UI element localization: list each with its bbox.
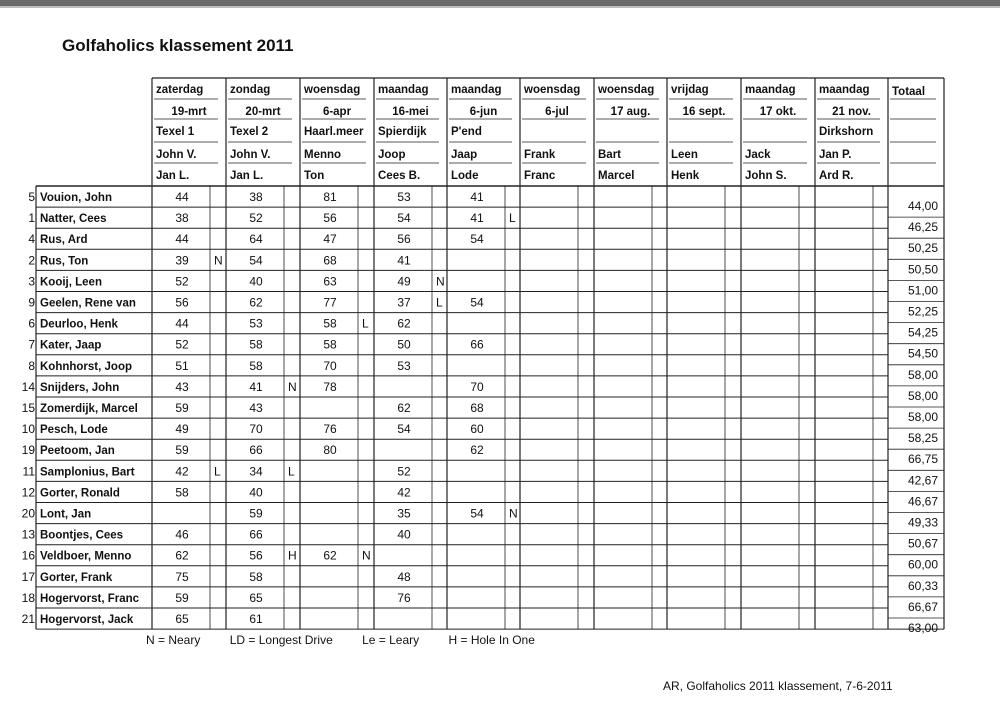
- score-cell: 60: [470, 422, 484, 437]
- score-cell: 62: [175, 548, 189, 563]
- score-marker: L: [214, 464, 221, 479]
- header-org1: Frank: [524, 149, 556, 161]
- legend-longest-drive: LD = Longest Drive: [229, 633, 333, 647]
- score-cell: 62: [249, 295, 263, 310]
- score-cell: 77: [323, 295, 337, 310]
- score-cell: 54: [470, 295, 484, 310]
- score-cell: 53: [397, 190, 411, 204]
- total-value: 44,00: [907, 199, 938, 213]
- score-cell: 62: [397, 316, 411, 331]
- header-place: Dirkshorn: [819, 126, 874, 138]
- footer-note: AR, Golfaholics 2011 klassement, 7-6-2011: [663, 679, 893, 693]
- score-cell: 38: [249, 190, 263, 204]
- score-cell: 41: [470, 211, 484, 226]
- score-cell: 51: [175, 358, 189, 373]
- score-cell: 46: [175, 527, 189, 542]
- score-cell: 42: [175, 464, 189, 479]
- header-org2: John S.: [745, 170, 787, 182]
- score-cell: 49: [175, 422, 189, 437]
- header-org2: Marcel: [598, 170, 635, 182]
- score-marker: L: [436, 295, 443, 310]
- score-cell: 44: [175, 190, 189, 204]
- score-cell: 81: [323, 190, 337, 204]
- score-cell: 62: [397, 401, 411, 415]
- header-date: 17 aug.: [610, 106, 651, 118]
- total-value: 49,33: [907, 515, 938, 530]
- legend-neary: N = Neary: [146, 633, 201, 647]
- score-cell: 54: [249, 253, 263, 268]
- header-day: maandag: [378, 84, 429, 96]
- header-place: Haarl.meer: [304, 126, 364, 138]
- score-marker: L: [509, 211, 516, 226]
- score-cell: 50: [397, 337, 411, 352]
- score-cell: 48: [397, 569, 411, 584]
- header-org2: Jan L.: [230, 170, 264, 182]
- row-rank: 8: [28, 358, 35, 373]
- header-day: woensdag: [304, 84, 361, 96]
- row-rank: 10: [21, 422, 35, 437]
- score-cell: 76: [397, 590, 411, 605]
- row-player-name: Vouion, John: [40, 192, 112, 204]
- score-cell: 35: [397, 506, 411, 521]
- header-org1: Bart: [598, 149, 622, 161]
- total-value: 58,00: [907, 410, 938, 424]
- header-org1: Jan P.: [819, 149, 852, 161]
- header-place: Texel 2: [230, 126, 269, 138]
- row-rank: 9: [28, 295, 35, 310]
- total-value: 58,25: [907, 431, 938, 446]
- score-cell: 44: [175, 232, 189, 247]
- score-cell: 65: [249, 590, 263, 605]
- header-day: maandag: [819, 84, 870, 96]
- row-rank: 13: [21, 527, 35, 542]
- row-player-name: Geelen, Rene van: [40, 297, 136, 310]
- score-cell: 54: [397, 211, 411, 226]
- score-cell: 62: [323, 548, 337, 563]
- row-player-name: Rus, Ton: [40, 255, 89, 268]
- header-org1: Leen: [671, 149, 698, 161]
- row-rank: 15: [21, 401, 35, 415]
- score-cell: 41: [249, 379, 263, 394]
- score-marker: N: [288, 379, 297, 394]
- legend-hole-in-one: H = Hole In One: [448, 633, 535, 647]
- header-date: 6-jun: [469, 106, 498, 118]
- score-cell: 42: [397, 485, 411, 500]
- score-cell: 64: [249, 232, 263, 247]
- row-player-name: Rus, Ard: [40, 234, 88, 247]
- score-cell: 54: [470, 232, 484, 247]
- score-cell: 52: [175, 274, 189, 289]
- row-rank: 20: [21, 506, 35, 521]
- score-cell: 59: [175, 590, 189, 605]
- row-player-name: Zomerdijk, Marcel: [40, 403, 138, 415]
- row-rank: 14: [21, 379, 35, 394]
- total-value: 66,75: [907, 452, 938, 467]
- header-org2: Jan L.: [156, 170, 190, 182]
- score-cell: 41: [470, 190, 484, 204]
- score-cell: 68: [323, 253, 337, 268]
- score-cell: 56: [397, 232, 411, 247]
- row-rank: 2: [28, 253, 35, 268]
- row-player-name: Kooij, Leen: [40, 276, 102, 289]
- header-org2: Ard R.: [819, 170, 854, 182]
- header-day: zaterdag: [156, 84, 204, 96]
- header-org1: Menno: [304, 149, 342, 161]
- row-player-name: Gorter, Frank: [40, 571, 113, 584]
- header-org1: Jack: [745, 149, 771, 161]
- score-cell: 40: [249, 485, 263, 500]
- row-rank: 11: [22, 464, 35, 479]
- score-cell: 70: [249, 422, 263, 437]
- row-player-name: Kater, Jaap: [40, 339, 102, 352]
- total-value: 51,00: [907, 283, 938, 298]
- header-org1: Joop: [378, 149, 406, 161]
- header-total: Totaal: [892, 86, 926, 98]
- score-cell: 66: [249, 443, 263, 458]
- header-org2: Franc: [524, 170, 556, 182]
- header-day: zondag: [230, 84, 271, 96]
- header-date: 16-mei: [392, 106, 429, 118]
- row-rank: 19: [21, 443, 35, 458]
- header-org1: John V.: [156, 149, 197, 161]
- row-player-name: Natter, Cees: [40, 213, 107, 226]
- row-rank: 18: [21, 590, 35, 605]
- header-date: 21 nov.: [832, 106, 871, 118]
- total-value: 42,67: [907, 473, 938, 488]
- score-cell: 52: [397, 464, 411, 479]
- score-cell: 59: [249, 506, 263, 521]
- score-marker: N: [509, 506, 518, 521]
- header-day: maandag: [745, 84, 796, 96]
- header-org1: Jaap: [451, 149, 478, 161]
- score-marker: H: [288, 548, 297, 563]
- score-cell: 54: [397, 422, 411, 437]
- header-day: woensdag: [598, 84, 655, 96]
- row-player-name: Snijders, John: [40, 381, 120, 394]
- row-player-name: Lont, Jan: [40, 508, 92, 521]
- total-value: 66,67: [907, 599, 938, 614]
- score-cell: 76: [323, 422, 337, 437]
- total-value: 46,25: [907, 220, 938, 235]
- score-cell: 38: [175, 211, 189, 226]
- score-cell: 37: [397, 295, 411, 310]
- row-rank: 12: [21, 485, 35, 500]
- score-cell: 56: [249, 548, 263, 563]
- row-rank: 21: [21, 612, 35, 626]
- score-cell: 78: [323, 379, 337, 394]
- header-place: P'end: [451, 126, 482, 138]
- score-cell: 43: [249, 401, 263, 415]
- row-rank: 5: [28, 190, 35, 204]
- score-cell: 58: [249, 358, 263, 373]
- header-date: 17 okt.: [759, 106, 797, 118]
- header-date: 16 sept.: [682, 106, 726, 118]
- total-value: 46,67: [907, 494, 938, 509]
- legend-leary: Le = Leary: [362, 633, 420, 647]
- score-cell: 58: [249, 569, 263, 584]
- row-player-name: Hogervorst, Jack: [40, 614, 134, 626]
- row-player-name: Samplonius, Bart: [40, 466, 135, 479]
- row-player-name: Kohnhorst, Joop: [40, 360, 132, 373]
- header-date: 6-jul: [545, 106, 569, 118]
- score-cell: 40: [249, 274, 263, 289]
- total-value: 50,50: [907, 262, 938, 277]
- row-player-name: Veldboer, Menno: [40, 550, 132, 563]
- score-cell: 34: [249, 464, 263, 479]
- score-cell: 68: [470, 401, 484, 415]
- score-cell: 54: [470, 506, 484, 521]
- score-cell: 61: [249, 612, 263, 626]
- score-cell: 66: [249, 527, 263, 542]
- score-marker: N: [362, 548, 371, 563]
- header-org2: Lode: [451, 170, 479, 182]
- score-cell: 62: [470, 443, 484, 458]
- header-org1: John V.: [230, 149, 271, 161]
- total-value: 50,25: [907, 241, 938, 256]
- score-cell: 44: [175, 316, 189, 331]
- score-cell: 80: [323, 443, 337, 458]
- score-cell: 58: [249, 337, 263, 352]
- total-value: 60,33: [907, 578, 938, 593]
- row-player-name: Deurloo, Henk: [40, 318, 118, 331]
- score-marker: N: [436, 274, 445, 289]
- row-player-name: Hogervorst, Franc: [40, 592, 140, 605]
- score-cell: 49: [397, 274, 411, 289]
- score-cell: 59: [175, 401, 189, 415]
- total-value: 54,25: [907, 325, 938, 340]
- score-cell: 70: [470, 379, 484, 394]
- header-day: vrijdag: [671, 84, 709, 96]
- score-cell: 40: [397, 527, 411, 542]
- score-cell: 56: [175, 295, 189, 310]
- score-cell: 65: [175, 612, 189, 626]
- score-cell: 41: [397, 253, 411, 268]
- total-value: 58,00: [907, 367, 938, 382]
- header-org2: Ton: [304, 170, 325, 182]
- total-value: 60,00: [907, 557, 938, 572]
- header-place: Spierdijk: [378, 126, 427, 138]
- row-rank: 3: [28, 274, 35, 289]
- score-marker: L: [288, 464, 295, 479]
- row-rank: 4: [28, 232, 35, 247]
- total-value: 54,50: [907, 346, 938, 361]
- header-org2: Cees B.: [378, 170, 421, 182]
- score-cell: 52: [249, 211, 263, 226]
- row-player-name: Boontjes, Cees: [40, 529, 124, 542]
- score-cell: 58: [323, 316, 337, 331]
- score-cell: 53: [397, 358, 411, 373]
- row-rank: 7: [28, 337, 35, 352]
- header-org2: Henk: [671, 170, 700, 182]
- row-rank: 1: [28, 211, 35, 226]
- score-cell: 43: [175, 379, 189, 394]
- page-title: Golfaholics klassement 2011: [62, 36, 294, 55]
- header-place: Texel 1: [156, 126, 195, 138]
- score-cell: 53: [249, 316, 263, 331]
- row-player-name: Peetoom, Jan: [40, 445, 115, 458]
- header-day: woensdag: [524, 84, 581, 96]
- legend: [146, 633, 561, 647]
- total-value: 58,00: [907, 388, 938, 403]
- total-value: 63,00: [907, 621, 938, 635]
- score-cell: 70: [323, 358, 337, 373]
- total-value: 52,25: [907, 304, 938, 319]
- header-day: maandag: [451, 84, 502, 96]
- score-cell: 47: [323, 232, 337, 247]
- score-cell: 58: [175, 485, 189, 500]
- header-date: 19-mrt: [171, 106, 207, 118]
- row-rank: 16: [21, 548, 35, 563]
- score-cell: 63: [323, 274, 337, 289]
- score-marker: L: [362, 316, 369, 331]
- score-cell: 52: [175, 337, 189, 352]
- row-rank: 17: [21, 569, 35, 584]
- score-cell: 56: [323, 211, 337, 226]
- score-cell: 75: [175, 569, 189, 584]
- score-cell: 39: [175, 253, 189, 268]
- row-rank: 6: [28, 316, 35, 331]
- header-date: 20-mrt: [245, 106, 281, 118]
- total-value: 50,67: [907, 536, 938, 551]
- score-cell: 59: [175, 443, 189, 458]
- score-marker: N: [214, 253, 223, 268]
- row-player-name: Pesch, Lode: [40, 424, 108, 437]
- score-cell: 66: [470, 337, 484, 352]
- row-player-name: Gorter, Ronald: [40, 487, 120, 500]
- header-date: 6-apr: [322, 106, 352, 118]
- score-cell: 58: [323, 337, 337, 352]
